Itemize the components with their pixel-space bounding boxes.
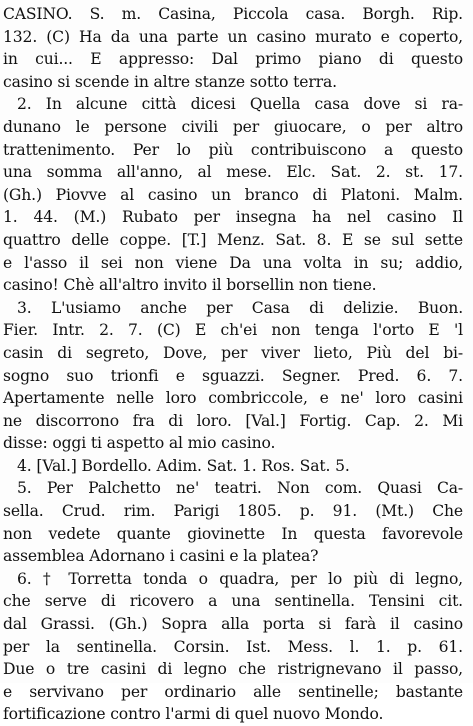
entry-line: 3. L'usiamo anche per Casa di delizie. Buon. bbox=[17, 298, 463, 317]
entry-line: in cui... E appresso: Dal primo piano di questo bbox=[3, 50, 463, 69]
entry-line: Apertamente nelle loro combriccole, e ne' loro casini bbox=[3, 389, 463, 408]
entry-line: per la sentinella. Corsin. Ist. Mess. l. 1. p. 61. bbox=[3, 637, 463, 656]
entry-line: 6. † Torretta tonda o quadra, per lo più di legno, bbox=[17, 569, 463, 588]
entry-line: disse: oggi ti aspetto al mio casino. bbox=[3, 434, 276, 453]
entry-line: che serve di ricovero a una sentinella. Tensini cit. bbox=[3, 592, 463, 611]
entry-line: fortificazione contro l'armi di quel nuovo Mondo. bbox=[3, 705, 384, 724]
entry-line: 132. (C) Ha da una parte un casino murato e coperto, bbox=[3, 27, 463, 46]
entry-line: 1. 44. (M.) Rubato per insegna ha nel casino Il bbox=[3, 208, 463, 227]
entry-line: quattro delle coppe. [T.] Menz. Sat. 8. E se sul sette bbox=[3, 230, 463, 249]
entry-line: sogno suo trionfi e sguazzi. Segner. Pred. 6. 7. bbox=[3, 366, 463, 385]
entry-line: CASINO. S. m. Casina, Piccola casa. Borgh. Rip. bbox=[3, 5, 463, 23]
entry-line: una somma all'anno, al mese. Elc. Sat. 2. st. 17. bbox=[3, 163, 463, 182]
entry-line: casino si scende in altre stanze sotto terra. bbox=[3, 72, 337, 91]
entry-line: Due o tre casini di legno che ristrignevano il passo, bbox=[3, 660, 463, 679]
entry-line: (Gh.) Piovve al casino un branco di Platoni. Malm. bbox=[3, 185, 463, 204]
entry-line: non vedete quante giovinette In questa favorevole bbox=[3, 524, 463, 543]
entry-line: trattenimento. Per lo più contribuiscono a questo bbox=[3, 140, 463, 159]
entry-line: 5. Per Palchetto ne' teatri. Non com. Quasi Ca- bbox=[17, 479, 463, 498]
entry-line: 4. [Val.] Bordello. Adim. Sat. 1. Ros. Sat. 5. bbox=[17, 456, 350, 475]
entry-line: e l'asso il sei non viene Da una volta in su; addio, bbox=[3, 253, 463, 272]
entry-line: assemblea Adornano i casini e la platea? bbox=[3, 547, 319, 566]
entry-line: 2. In alcune città dicesi Quella casa dove si ra- bbox=[17, 95, 463, 114]
entry-line: casino! Chè all'altro invito il borsellin non tiene. bbox=[3, 276, 377, 295]
entry-line: ne discorrono fra di loro. [Val.] Fortig. Cap. 2. Mi bbox=[3, 411, 463, 430]
entry-line: sella. Crud. rim. Parigi 1805. p. 91. (Mt.) Che bbox=[3, 502, 463, 521]
entry-line: Fier. Intr. 2. 7. (C) E ch'ei non tenga l'orto E 'l bbox=[3, 321, 463, 340]
entry-line: dal Grassi. (Gh.) Sopra alla porta si farà il casino bbox=[3, 615, 463, 634]
entry-line: e servivano per ordinario alle sentinelle; bastante bbox=[3, 682, 463, 701]
entry-line: dunano le persone civili per giuocare, o per altro bbox=[3, 117, 463, 136]
entry-line: casin di segreto, Dove, per viver lieto, Più del bi- bbox=[3, 343, 463, 362]
